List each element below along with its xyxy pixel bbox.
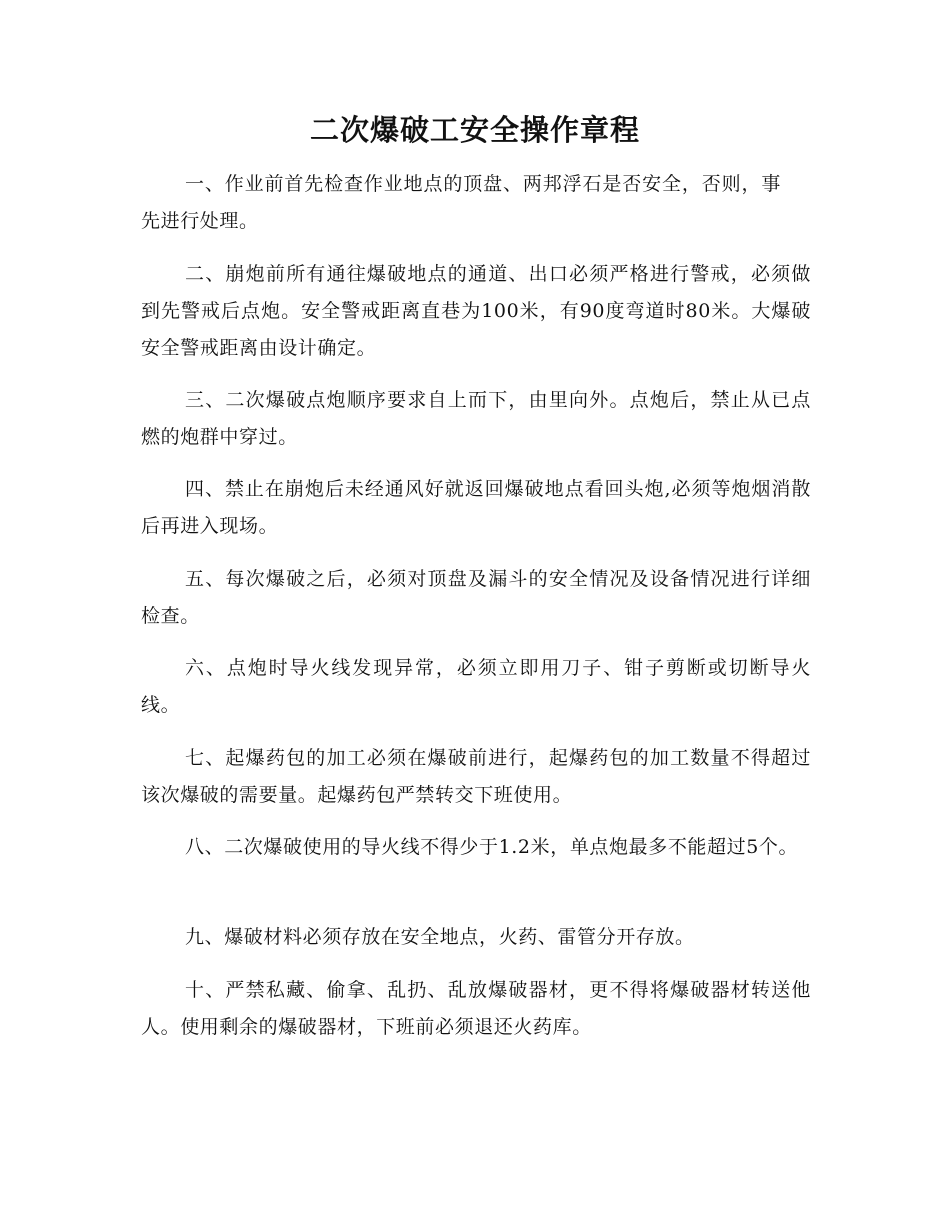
paragraph-4: 四、禁止在崩炮后未经通风好就返回爆破地点看回头炮,必须等炮烟消散后再进入现场。: [141, 478, 811, 537]
paragraph-1: 一、作业前首先检查作业地点的顶盘、两邦浮石是否安全，否则，事先进行处理。: [141, 173, 781, 232]
paragraph-5: 五、每次爆破之后，必须对顶盘及漏斗的安全情况及设备情况进行详细检查。: [141, 568, 811, 627]
paragraph-3: 三、二次爆破点炮顺序要求自上而下，由里向外。点炮后，禁止从已点燃的炮群中穿过。: [141, 389, 811, 448]
paragraph-8: 八、二次爆破使用的导火线不得少于1.2米，单点炮最多不能超过5个。: [185, 836, 799, 858]
paragraph-6: 六、点炮时导火线发现异常，必须立即用刀子、钳子剪断或切断导火线。: [141, 657, 811, 716]
document-title: 二次爆破工安全操作章程: [309, 113, 640, 147]
paragraph-9: 九、爆破材料必须存放在安全地点，火药、雷管分开存放。: [185, 926, 695, 948]
paragraph-10: 十、严禁私藏、偷拿、乱扔、乱放爆破器材，更不得将爆破器材转送他人。使用剩余的爆破器材，下班前必须退还火药库。: [141, 979, 811, 1038]
paragraph-7: 七、起爆药包的加工必须在爆破前进行，起爆药包的加工数量不得超过该次爆破的需要量。起爆药包严禁转交下班使用。: [141, 747, 811, 806]
paragraph-2: 二、崩炮前所有通往爆破地点的通道、出口必须严格进行警戒，必须做到先警戒后点炮。安全警戒距离直巷为100米，有90度弯道时80米。大爆破安全警戒距离由设计确定。: [141, 263, 811, 359]
